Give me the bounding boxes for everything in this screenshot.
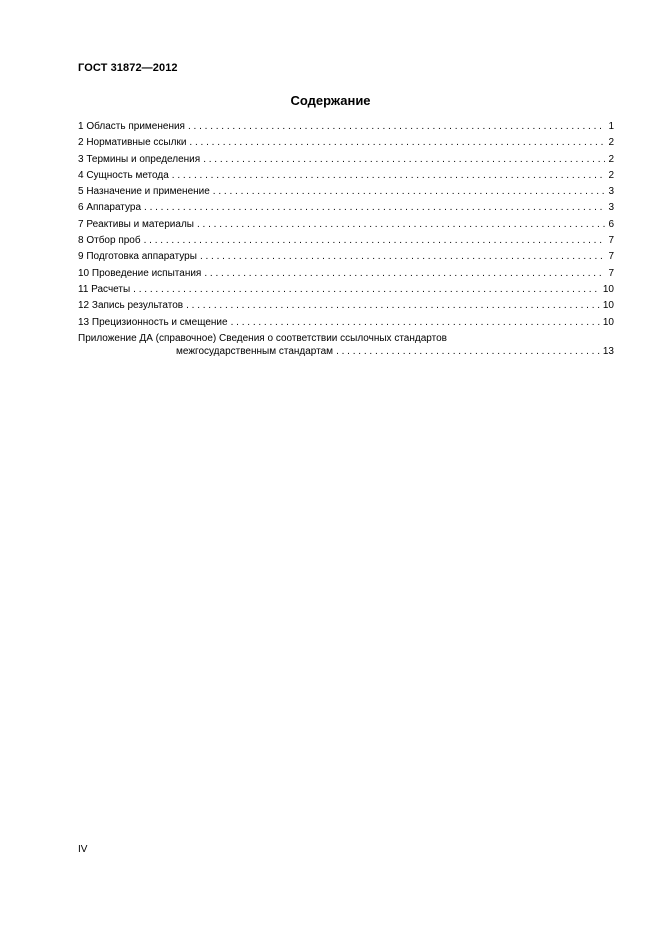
toc-entry[interactable]	[78, 119, 614, 135]
toc-entry[interactable]	[78, 249, 614, 265]
toc-entry[interactable]	[78, 184, 614, 200]
toc-entry-label: 8 Отбор проб	[78, 235, 141, 247]
toc-entry[interactable]	[78, 200, 614, 216]
toc-entry-label: 4 Сущность метода	[78, 169, 169, 181]
table-of-contents	[78, 119, 614, 358]
toc-leader-dots	[189, 135, 605, 151]
toc-entry-page: 6	[608, 218, 614, 230]
toc-entry-page: 2	[608, 137, 614, 149]
toc-entry[interactable]	[78, 152, 614, 168]
toc-entry-label: 11 Расчеты	[78, 283, 131, 295]
toc-entry-page: 2	[608, 169, 614, 181]
toc-entry-label: 13 Прецизионность и смещение	[78, 316, 228, 328]
annex-title-line2: межгосударственным стандартам	[176, 345, 334, 357]
toc-entry-page: 3	[608, 202, 614, 214]
toc-entry-label: 7 Реактивы и материалы	[78, 218, 194, 230]
toc-leader-dots	[144, 233, 606, 249]
toc-entry-page: 1	[608, 121, 614, 132]
toc-leader-dots	[186, 298, 600, 314]
toc-leader-dots	[336, 345, 600, 358]
toc-entry-page: 7	[608, 267, 614, 279]
toc-entry-label: 1 Область применения	[78, 121, 185, 132]
toc-leader-dots	[213, 184, 606, 200]
toc-entry-label: 2 Нормативные ссылки	[78, 137, 187, 149]
toc-leader-dots	[188, 119, 605, 135]
annex-title-line1: Приложение ДА (справочное) Сведения о соответствии ссылочных стандартов	[78, 332, 447, 344]
toc-entry[interactable]	[78, 266, 614, 282]
toc-entry[interactable]	[78, 168, 614, 184]
toc-entry[interactable]	[78, 135, 614, 151]
toc-entry-page: 3	[608, 186, 614, 198]
annex-title-line2-row	[78, 345, 614, 358]
toc-entry-page: 2	[608, 153, 614, 165]
toc-annex-entry[interactable]	[78, 332, 614, 358]
toc-leader-dots	[197, 217, 605, 233]
toc-leader-dots	[204, 266, 605, 282]
toc-entry[interactable]	[78, 298, 614, 314]
toc-leader-dots	[144, 200, 605, 216]
toc-leader-dots	[133, 282, 600, 298]
toc-leader-dots	[172, 168, 606, 184]
toc-entry[interactable]	[78, 282, 614, 298]
toc-entry-page: 7	[608, 251, 614, 263]
toc-entry[interactable]	[78, 315, 614, 331]
toc-entry-page: 10	[602, 283, 614, 295]
annex-page: 13	[602, 345, 614, 357]
toc-entry[interactable]	[78, 217, 614, 233]
toc-leader-dots	[200, 249, 606, 265]
toc-entry-label: 5 Назначение и применение	[78, 186, 210, 198]
toc-entry-page: 10	[602, 316, 614, 328]
toc-leader-dots	[203, 152, 605, 168]
toc-leader-dots	[231, 315, 600, 331]
toc-entry-page: 7	[608, 235, 614, 247]
toc-entry[interactable]	[78, 233, 614, 249]
contents-title: Содержание	[290, 93, 371, 108]
toc-entry-label: 6 Аппаратура	[78, 202, 142, 214]
toc-entry-label: 12 Запись результатов	[78, 300, 184, 312]
toc-entry-label: 10 Проведение испытания	[78, 267, 202, 279]
toc-entry-label: 9 Подготовка аппаратуры	[78, 251, 197, 263]
document-header-code: ГОСТ 31872—2012	[78, 62, 178, 74]
page-number: IV	[78, 844, 88, 855]
toc-entry-label: 3 Термины и определения	[78, 153, 201, 165]
toc-entry-page: 10	[602, 300, 614, 312]
